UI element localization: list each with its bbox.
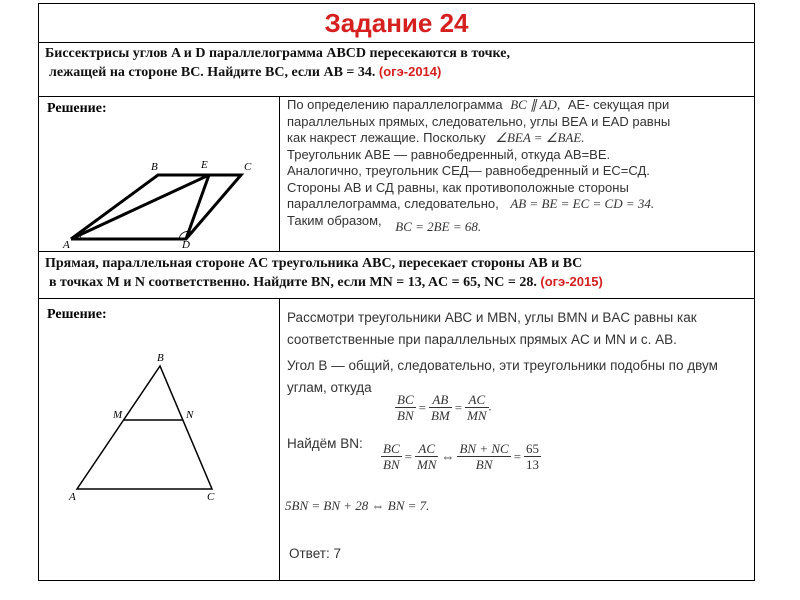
- similarity-ratio: [395, 392, 492, 423]
- solution1-p4-text: Стороны АВ и СД равны, как противоположные стороны параллелограмма, следовательно,: [287, 179, 629, 211]
- solution1-label: Решение:: [47, 101, 107, 116]
- frac-ab-bm: [429, 392, 452, 423]
- solution1-p5-text: Таким образом,: [287, 212, 382, 228]
- solution1-p1b: АЕ- секущая при параллельных прямых, следовательно, углы ВЕА и ЕАD равны как накрест лежащие. Поскольку: [287, 97, 671, 145]
- equals-sign: =: [404, 448, 412, 464]
- task1-line1: Биссектрисы углов A и D параллелограмма ABCD пересекаются в точке,: [45, 46, 510, 61]
- column-divider-1: [279, 97, 280, 251]
- frac-numerator: BC: [397, 392, 414, 407]
- vertex-label-c2: C: [207, 491, 215, 503]
- bn-equation: [381, 441, 541, 472]
- frac-65-13: [524, 441, 541, 472]
- solution1-p1: [287, 97, 687, 147]
- triangle-figure: [67, 349, 217, 502]
- frac-ac-mn-2: [415, 441, 439, 472]
- page-title: Задание 24: [39, 4, 754, 43]
- angle-equality: ∠BEA = ∠BAE.: [495, 130, 585, 145]
- vertex-label-b2: B: [157, 352, 164, 364]
- frac-denominator: BN: [383, 457, 400, 472]
- equation-sides: AB = BE = EC = CD = 34.: [510, 196, 655, 211]
- vertex-label-a2: A: [69, 491, 76, 503]
- task2-line2-wrap: [45, 273, 748, 292]
- task1-line2: лежащей на стороне BC. Найдите BC, если AB = 34.: [49, 65, 376, 80]
- answer-text: Ответ: 7: [289, 546, 341, 561]
- find-bn-label: Найдём BN:: [287, 436, 363, 451]
- vertex-label-d: D: [182, 239, 190, 251]
- frac-numerator: BC: [383, 441, 400, 456]
- task2-line1: Прямая, параллельная стороне AC треугольника ABC, пересекает стороны AB и BC: [45, 256, 583, 271]
- vertex-label-a: A: [63, 239, 70, 251]
- solution1-p2: Треугольник АВЕ — равнобедренный, откуда АВ=ВЕ.: [287, 146, 611, 162]
- frac-denominator: MN: [416, 457, 437, 472]
- solution1-text: [287, 97, 687, 234]
- solution1-p3: Аналогично, треугольник СЕД— равнобедренный и ЕС=СД.: [287, 163, 650, 178]
- frac-numerator: AB: [429, 392, 452, 408]
- frac-numerator: 65: [526, 441, 540, 456]
- task1-statement: [39, 42, 754, 97]
- equals-sign: =: [513, 448, 522, 464]
- solution2-label: Решение:: [47, 307, 107, 322]
- task2-line2: в точках M и N соответственно. Найдите BN, если MN = 13, AC = 65, NC = 28.: [49, 275, 537, 290]
- equivalence-sign: ⇔: [441, 448, 455, 464]
- solution1-p1a: По определению параллелограмма: [287, 97, 503, 112]
- solution2-p2: Угол В — общий, следовательно, эти треугольники подобны по двум углам, откуда: [287, 358, 718, 395]
- task1-source: (огэ-2014): [378, 64, 442, 79]
- column-divider-2: [279, 299, 280, 581]
- frac-numerator: BN + NC: [459, 441, 509, 456]
- parallel-notation: BC ∥ AD,: [510, 97, 561, 112]
- task2-statement: [39, 251, 754, 299]
- task-card: [38, 3, 755, 581]
- equation-bc: BC = 2BE = 68.: [395, 218, 482, 234]
- frac-denominator: MN: [467, 408, 487, 423]
- equals-sign: =: [418, 399, 426, 415]
- frac-denominator: BM: [430, 408, 450, 423]
- frac-bc-bn: [395, 392, 416, 423]
- frac-denominator: BN: [397, 408, 414, 423]
- final-equation: 5BN = BN + 28 ⇔ BN = 7.: [285, 498, 430, 513]
- equals-sign: =: [454, 399, 463, 415]
- frac-ac-mn: [465, 392, 489, 423]
- vertex-label-m: M: [113, 409, 123, 421]
- frac-tail: .: [488, 398, 492, 414]
- solution2-p1: Рассмотри треугольники АВС и MBN, углы BMN и BAC равны как соответственные при параллельных прямых AC и MN и с. AB.: [287, 310, 697, 347]
- frac-sum-bn: [457, 441, 510, 472]
- frac-numerator: AC: [415, 441, 439, 457]
- frac-numerator: AC: [465, 392, 489, 408]
- frac-bc-bn-2: [381, 441, 402, 472]
- solution1-p5: [287, 212, 687, 234]
- frac-denominator: 13: [526, 457, 540, 472]
- vertex-label-c: C: [244, 161, 252, 173]
- frac-denominator: BN: [475, 457, 493, 472]
- vertex-label-e: E: [201, 159, 208, 171]
- vertex-label-n: N: [186, 409, 194, 421]
- solution1-p4: [287, 180, 687, 213]
- vertex-label-b: B: [151, 161, 158, 173]
- task1-line2-wrap: [45, 63, 748, 82]
- solution2-text: [287, 307, 747, 399]
- parallelogram-figure: [61, 157, 252, 251]
- task2-source: (огэ-2015): [540, 274, 603, 289]
